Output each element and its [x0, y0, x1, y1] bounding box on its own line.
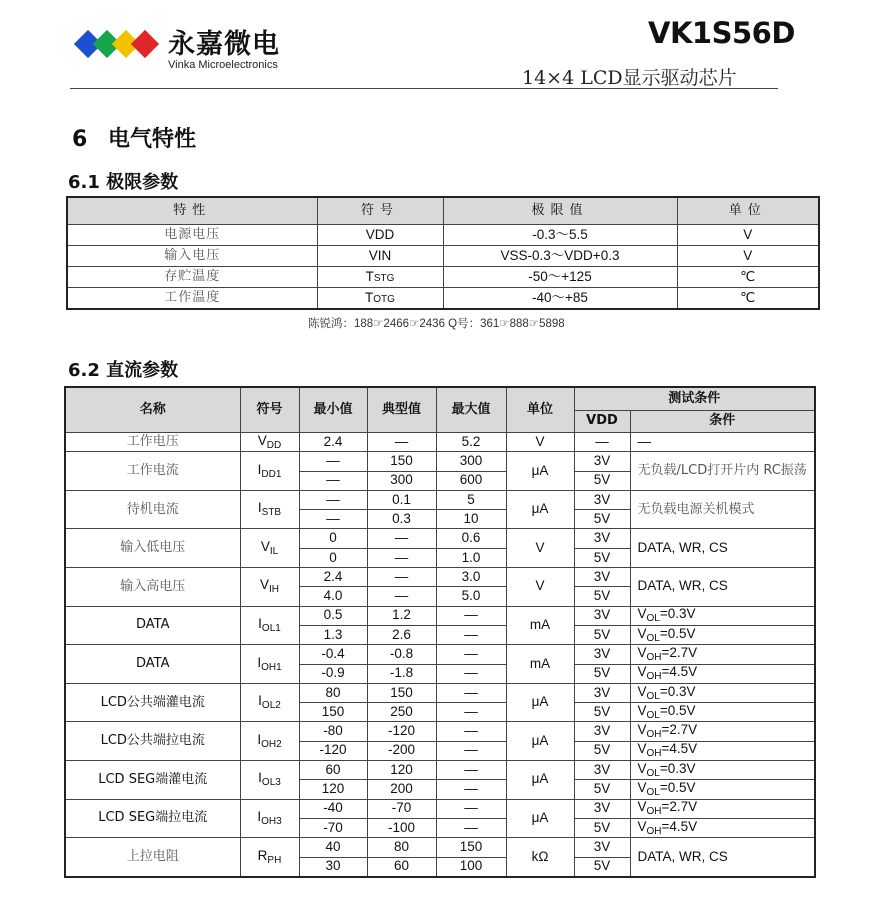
- min-cell: -70: [299, 818, 367, 837]
- logo-diamonds-icon: [74, 26, 166, 66]
- table-row: [65, 683, 815, 702]
- table-row: [65, 761, 815, 780]
- max-cell: —: [436, 683, 506, 702]
- max-cell: 100: [436, 857, 506, 877]
- limit-cell: VSS-0.3～VDD+0.3: [443, 246, 677, 267]
- min-cell: —: [299, 471, 367, 490]
- section-6-2-heading: 6.2 直流参数: [68, 360, 179, 381]
- unit-cell: μA: [506, 761, 574, 800]
- typ-cell: 60: [367, 857, 436, 877]
- vdd-cell: 5V: [574, 780, 630, 799]
- typ-cell: —: [367, 568, 436, 587]
- condition-cell: [630, 818, 815, 837]
- typ-cell: 150: [367, 452, 436, 471]
- param-symbol-cell: [240, 645, 299, 684]
- unit-cell: μA: [506, 683, 574, 722]
- unit-cell: V: [677, 246, 819, 267]
- typ-cell: 120: [367, 761, 436, 780]
- condition-symbol: V: [637, 722, 647, 738]
- symbol-subscript: PH: [267, 854, 282, 866]
- condition-subscript: OL: [646, 632, 660, 644]
- table-row: [65, 799, 815, 818]
- vdd-cell: —: [574, 433, 630, 452]
- table-row: [65, 433, 815, 452]
- symbol-text: V: [257, 432, 267, 448]
- condition-cell: DATA, WR, CS: [630, 838, 815, 877]
- symbol-text: VDD: [365, 226, 395, 242]
- max-cell: —: [436, 703, 506, 722]
- min-cell: 30: [299, 857, 367, 877]
- symbol-subscript: STB: [261, 507, 282, 519]
- max-cell: —: [436, 625, 506, 644]
- condition-symbol: V: [637, 606, 647, 622]
- max-cell: 1.0: [436, 548, 506, 567]
- symbol-cell: [317, 225, 443, 246]
- condition-cell: [630, 683, 815, 702]
- param-name-cell: LCD公共端拉电流: [65, 722, 240, 761]
- condition-cell: 无负载/LCD打开片内 RC振荡: [630, 452, 815, 491]
- typ-cell: 150: [367, 683, 436, 702]
- vdd-cell: 3V: [574, 683, 630, 702]
- min-cell: 40: [299, 838, 367, 857]
- symbol-subscript: OH2: [261, 738, 282, 750]
- limit-cell: -0.3～5.5: [443, 225, 677, 246]
- unit-cell: kΩ: [506, 838, 574, 877]
- symbol-subscript: IH: [269, 584, 279, 596]
- condition-value: =4.5V: [661, 664, 698, 680]
- param-symbol-cell: [240, 683, 299, 722]
- table-row: [65, 452, 815, 471]
- max-cell: 150: [436, 838, 506, 857]
- symbol-cell: [317, 288, 443, 310]
- table-row: [65, 722, 815, 741]
- vdd-cell: 3V: [574, 799, 630, 818]
- param-symbol-cell: [240, 606, 299, 645]
- condition-cell: DATA, WR, CS: [630, 568, 815, 607]
- vdd-cell: 5V: [574, 625, 630, 644]
- symbol-subscript: DD1: [261, 468, 282, 480]
- param-name-cell: 待机电流: [65, 490, 240, 529]
- vdd-cell: 3V: [574, 838, 630, 857]
- typ-cell: —: [367, 587, 436, 606]
- min-cell: 2.4: [299, 568, 367, 587]
- condition-cell: 无负载电源关机模式: [630, 490, 815, 529]
- param-symbol-cell: [240, 838, 299, 877]
- min-cell: 150: [299, 703, 367, 722]
- min-cell: —: [299, 510, 367, 529]
- condition-symbol: V: [637, 799, 647, 815]
- brand-logo: [74, 26, 166, 66]
- condition-cell: [630, 664, 815, 683]
- typ-cell: 80: [367, 838, 436, 857]
- condition-value: =0.3V: [659, 606, 696, 622]
- symbol-subscript: OL1: [261, 622, 281, 634]
- unit-cell: V: [506, 568, 574, 607]
- unit-cell: ℃: [677, 267, 819, 288]
- condition-value: =2.7V: [661, 722, 698, 738]
- brand-name-en: Vinka Microelectronics: [168, 59, 278, 71]
- symbol-subscript: OH3: [261, 815, 282, 827]
- header-unit: 单位: [506, 387, 574, 433]
- typ-cell: 2.6: [367, 625, 436, 644]
- condition-symbol: V: [637, 644, 647, 660]
- max-cell: 5.2: [436, 433, 506, 452]
- condition-subscript: OH: [646, 651, 662, 663]
- condition-cell: [630, 780, 815, 799]
- condition-value: =0.5V: [659, 702, 696, 718]
- condition-symbol: V: [637, 625, 647, 641]
- max-cell: 300: [436, 452, 506, 471]
- condition-subscript: OH: [646, 825, 662, 837]
- vdd-cell: 5V: [574, 471, 630, 490]
- max-cell: —: [436, 664, 506, 683]
- unit-cell: mA: [506, 606, 574, 645]
- table-row: [65, 606, 815, 625]
- param-symbol-cell: [240, 452, 299, 491]
- typ-cell: 200: [367, 780, 436, 799]
- table-row: [65, 568, 815, 587]
- max-cell: —: [436, 799, 506, 818]
- symbol-subscript: STG: [373, 272, 395, 284]
- symbol-subscript: OH1: [261, 661, 282, 673]
- header-max: 最大值: [436, 387, 506, 433]
- condition-symbol: V: [637, 664, 647, 680]
- condition-symbol: V: [637, 741, 647, 757]
- condition-cell: [630, 625, 815, 644]
- symbol-text: I: [257, 500, 262, 516]
- symbol-text: I: [257, 461, 262, 477]
- min-cell: -0.9: [299, 664, 367, 683]
- min-cell: 0.5: [299, 606, 367, 625]
- vdd-cell: 5V: [574, 664, 630, 683]
- param-name-cell: 工作电压: [65, 433, 240, 452]
- min-cell: 2.4: [299, 433, 367, 452]
- unit-cell: μA: [506, 799, 574, 838]
- characteristic-cell: 电源电压: [67, 225, 317, 246]
- min-cell: -40: [299, 799, 367, 818]
- table-row: [67, 225, 819, 246]
- symbol-text: VIN: [368, 247, 392, 263]
- param-name-cell: DATA: [65, 606, 240, 645]
- condition-symbol: V: [637, 702, 647, 718]
- typ-cell: -0.8: [367, 645, 436, 664]
- condition-value: =2.7V: [661, 644, 698, 660]
- symbol-cell: [317, 246, 443, 267]
- condition-subscript: OL: [646, 690, 660, 702]
- min-cell: —: [299, 490, 367, 509]
- symbol-text: I: [258, 615, 262, 631]
- param-name-cell: LCD SEG端灌电流: [65, 761, 240, 800]
- typ-cell: —: [367, 433, 436, 452]
- symbol-text: I: [258, 770, 262, 786]
- max-cell: 0.6: [436, 529, 506, 548]
- max-cell: —: [436, 761, 506, 780]
- table-row: [65, 529, 815, 548]
- symbol-text: T: [365, 268, 374, 284]
- header-typ: 典型值: [367, 387, 436, 433]
- symbol-text: I: [257, 808, 262, 824]
- symbol-subscript: OTG: [373, 293, 395, 305]
- param-symbol-cell: [240, 722, 299, 761]
- condition-value: =0.3V: [659, 760, 696, 776]
- condition-symbol: V: [637, 818, 647, 834]
- vdd-cell: 5V: [574, 587, 630, 606]
- max-cell: —: [436, 741, 506, 760]
- symbol-text: T: [365, 289, 374, 305]
- max-cell: —: [436, 780, 506, 799]
- param-name-cell: 上拉电阻: [65, 838, 240, 877]
- vdd-cell: 3V: [574, 722, 630, 741]
- unit-cell: V: [506, 529, 574, 568]
- condition-cell: [630, 741, 815, 760]
- unit-cell: ℃: [677, 288, 819, 310]
- characteristic-cell: 工作温度: [67, 288, 317, 310]
- header-divider: [70, 88, 778, 89]
- condition-symbol: V: [637, 760, 647, 776]
- vdd-cell: 3V: [574, 490, 630, 509]
- typ-cell: 0.1: [367, 490, 436, 509]
- max-cell: 600: [436, 471, 506, 490]
- unit-cell: V: [677, 225, 819, 246]
- symbol-subscript: DD: [266, 439, 282, 451]
- param-name-cell: 工作电流: [65, 452, 240, 491]
- table-header-row: [67, 197, 819, 225]
- condition-cell: —: [630, 433, 815, 452]
- min-cell: 1.3: [299, 625, 367, 644]
- symbol-subscript: OL2: [261, 700, 281, 712]
- condition-value: =0.5V: [659, 625, 696, 641]
- vdd-cell: 5V: [574, 510, 630, 529]
- table-row: [65, 838, 815, 857]
- min-cell: 4.0: [299, 587, 367, 606]
- vdd-cell: 5V: [574, 857, 630, 877]
- max-cell: —: [436, 606, 506, 625]
- symbol-subscript: OL3: [261, 777, 281, 789]
- max-cell: 5: [436, 490, 506, 509]
- unit-cell: μA: [506, 490, 574, 529]
- brand-name-cn: 永嘉微电: [168, 29, 280, 60]
- min-cell: 120: [299, 780, 367, 799]
- characteristic-cell: 存贮温度: [67, 267, 317, 288]
- symbol-text: I: [257, 731, 262, 747]
- header-name: 名称: [65, 387, 240, 433]
- max-cell: 10: [436, 510, 506, 529]
- document-subtitle: 14×4 LCD显示驱动芯片: [522, 67, 737, 89]
- typ-cell: -120: [367, 722, 436, 741]
- vdd-cell: 3V: [574, 452, 630, 471]
- condition-cell: [630, 606, 815, 625]
- param-symbol-cell: [240, 529, 299, 568]
- min-cell: -80: [299, 722, 367, 741]
- header-test-conditions: 测试条件: [574, 387, 815, 410]
- part-number: VK1S56D: [648, 16, 795, 50]
- typ-cell: -100: [367, 818, 436, 837]
- max-cell: —: [436, 818, 506, 837]
- typ-cell: -1.8: [367, 664, 436, 683]
- min-cell: 80: [299, 683, 367, 702]
- condition-subscript: OL: [646, 613, 660, 625]
- condition-value: =2.7V: [661, 799, 698, 815]
- characteristic-cell: 输入电压: [67, 246, 317, 267]
- vdd-cell: 3V: [574, 568, 630, 587]
- limit-cell: -50～+125: [443, 267, 677, 288]
- symbol-text: V: [260, 538, 270, 554]
- condition-cell: [630, 761, 815, 780]
- condition-cell: [630, 799, 815, 818]
- symbol-text: I: [258, 693, 262, 709]
- unit-cell: mA: [506, 645, 574, 684]
- absolute-max-table: [66, 196, 820, 310]
- vdd-cell: 5V: [574, 741, 630, 760]
- table-row: [65, 645, 815, 664]
- param-name-cell: LCD公共端灌电流: [65, 683, 240, 722]
- condition-cell: [630, 722, 815, 741]
- condition-subscript: OH: [646, 748, 662, 760]
- header-condition: 条件: [630, 410, 815, 432]
- section-title: 电气特性: [108, 127, 197, 152]
- limit-cell: -40～+85: [443, 288, 677, 310]
- symbol-text: R: [257, 847, 268, 863]
- max-cell: 5.0: [436, 587, 506, 606]
- vdd-cell: 5V: [574, 703, 630, 722]
- typ-cell: 250: [367, 703, 436, 722]
- condition-symbol: V: [637, 779, 647, 795]
- vdd-cell: 3V: [574, 761, 630, 780]
- condition-subscript: OH: [646, 729, 662, 741]
- typ-cell: —: [367, 548, 436, 567]
- logo-diamond-red: [131, 30, 159, 58]
- condition-value: =4.5V: [661, 741, 698, 757]
- condition-subscript: OH: [646, 671, 662, 683]
- section-6-heading: [72, 122, 196, 153]
- param-symbol-cell: [240, 433, 299, 452]
- table-row: [67, 267, 819, 288]
- typ-cell: —: [367, 529, 436, 548]
- header-symbol: 符号: [240, 387, 299, 433]
- condition-subscript: OL: [646, 786, 660, 798]
- condition-subscript: OL: [646, 709, 660, 721]
- condition-cell: [630, 703, 815, 722]
- dc-parameters-table: [64, 386, 816, 878]
- vdd-cell: 5V: [574, 818, 630, 837]
- param-symbol-cell: [240, 799, 299, 838]
- condition-value: =0.3V: [659, 683, 696, 699]
- min-cell: 0: [299, 548, 367, 567]
- condition-cell: DATA, WR, CS: [630, 529, 815, 568]
- header-vdd: VDD: [574, 410, 630, 432]
- min-cell: —: [299, 452, 367, 471]
- header-characteristic: 特性: [67, 197, 317, 225]
- section-number: 6: [72, 127, 88, 152]
- vdd-cell: 3V: [574, 645, 630, 664]
- symbol-cell: [317, 267, 443, 288]
- condition-subscript: OL: [646, 767, 660, 779]
- section-6-1-heading: 6.1 极限参数: [68, 172, 179, 193]
- table-row: [67, 288, 819, 310]
- contact-line: 陈锐鸿：188☞2466☞2436 Q号：361☞888☞5898: [308, 318, 565, 330]
- typ-cell: -70: [367, 799, 436, 818]
- param-name-cell: 输入低电压: [65, 529, 240, 568]
- typ-cell: 300: [367, 471, 436, 490]
- table-row: [65, 490, 815, 509]
- condition-cell: [630, 645, 815, 664]
- max-cell: —: [436, 722, 506, 741]
- min-cell: 0: [299, 529, 367, 548]
- param-symbol-cell: [240, 761, 299, 800]
- condition-symbol: V: [637, 683, 647, 699]
- typ-cell: -200: [367, 741, 436, 760]
- vdd-cell: 3V: [574, 606, 630, 625]
- typ-cell: 1.2: [367, 606, 436, 625]
- symbol-text: V: [259, 577, 269, 593]
- max-cell: —: [436, 645, 506, 664]
- header-limit: 极限值: [443, 197, 677, 225]
- min-cell: -120: [299, 741, 367, 760]
- unit-cell: μA: [506, 722, 574, 761]
- vdd-cell: 5V: [574, 548, 630, 567]
- min-cell: 60: [299, 761, 367, 780]
- header-unit: 单位: [677, 197, 819, 225]
- header-symbol: 符号: [317, 197, 443, 225]
- param-symbol-cell: [240, 568, 299, 607]
- condition-value: =0.5V: [659, 779, 696, 795]
- param-name-cell: DATA: [65, 645, 240, 684]
- condition-value: =4.5V: [661, 818, 698, 834]
- typ-cell: 0.3: [367, 510, 436, 529]
- symbol-text: I: [257, 654, 262, 670]
- max-cell: 3.0: [436, 568, 506, 587]
- condition-subscript: OH: [646, 806, 662, 818]
- header-min: 最小值: [299, 387, 367, 433]
- table-row: [67, 246, 819, 267]
- vdd-cell: 3V: [574, 529, 630, 548]
- param-name-cell: 输入高电压: [65, 568, 240, 607]
- min-cell: -0.4: [299, 645, 367, 664]
- unit-cell: μA: [506, 452, 574, 491]
- symbol-subscript: IL: [269, 545, 279, 557]
- table-header-row: [65, 387, 815, 410]
- param-name-cell: LCD SEG端拉电流: [65, 799, 240, 838]
- unit-cell: V: [506, 433, 574, 452]
- param-symbol-cell: [240, 490, 299, 529]
